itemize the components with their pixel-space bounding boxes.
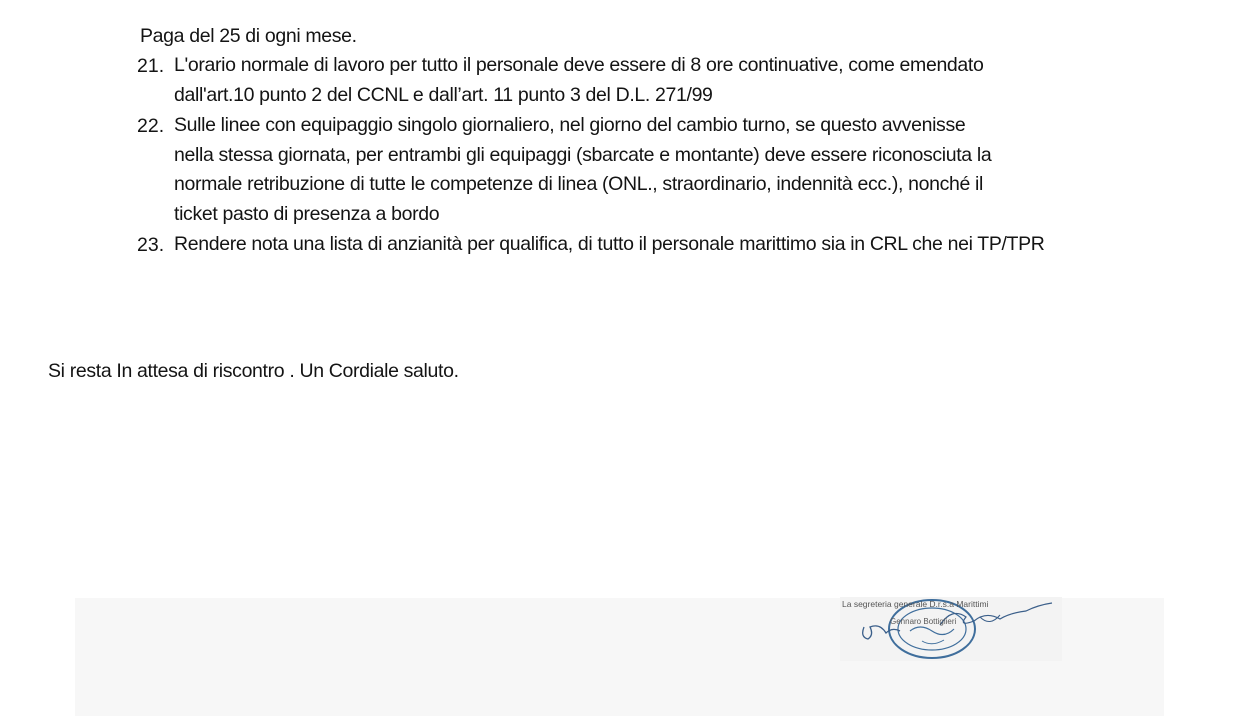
list-item-line: ticket pasto di presenza a bordo — [174, 203, 440, 226]
stamp-name: Gennaro Bottiglieri — [890, 617, 957, 626]
stamp-heading: La segreteria generale D.r.s.a Marittimi — [842, 599, 989, 609]
list-item-number: 21. — [137, 55, 165, 77]
list-item-number: 23. — [137, 234, 165, 256]
signature-stamp — [840, 597, 1062, 661]
list-item-line: normale retribuzione di tutte le competenze di linea (ONL., straordinario, indennità ecc.), nonché il — [174, 173, 984, 196]
list-item-line: dall'art.10 punto 2 del CCNL e dall’art. 11 punto 3 del D.L. 271/99 — [174, 83, 713, 106]
list-item-number: 22. — [137, 115, 165, 137]
list-item-text — [174, 51, 1224, 110]
list-item-text — [174, 111, 1224, 230]
list-item-line: nella stessa giornata, per entrambi gli equipaggi (sbarcate e montante) deve essere riconosciuta la — [174, 143, 992, 166]
list-item-text — [174, 230, 1224, 260]
list-item-line: Sulle linee con equipaggio singolo giornaliero, nel giorno del cambio turno, se questo avvenisse — [174, 114, 966, 136]
closing-line: Si resta In attesa di riscontro . Un Cordiale saluto. — [48, 360, 459, 382]
intro-line: Paga del 25 di ogni mese. — [140, 25, 357, 47]
list-item-line: Rendere nota una lista di anzianità per qualifica, di tutto il personale marittimo sia in CRL che nei TP/TPR — [174, 233, 1045, 255]
list-item-line: L'orario normale di lavoro per tutto il personale deve essere di 8 ore continuative, come emendato — [174, 54, 984, 76]
